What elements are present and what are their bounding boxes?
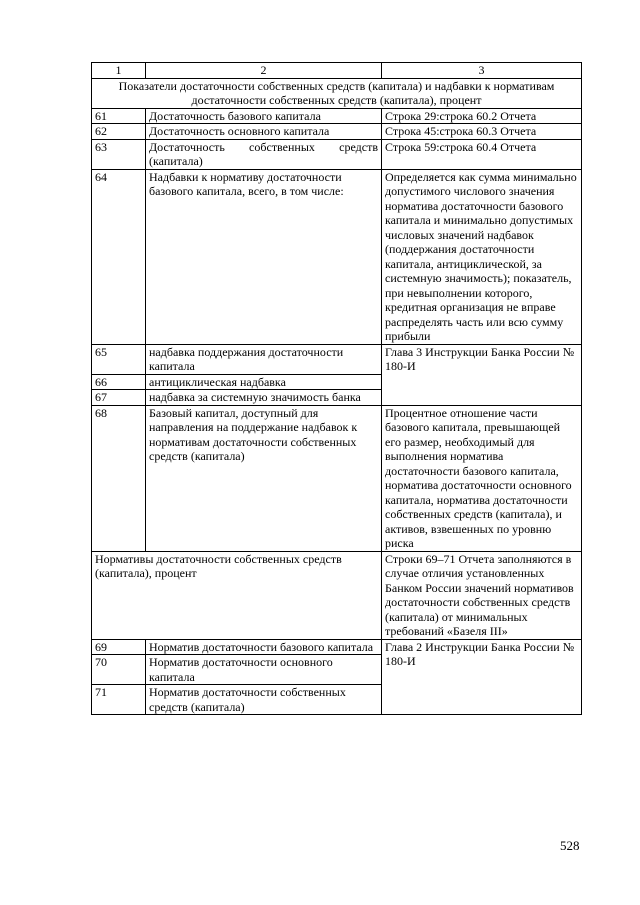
row-note: Глава 3 Инструкции Банка России № 180-И xyxy=(382,344,582,405)
row-note: Процентное отношение части базового капитала, превышающей его размер, необходимый для выполнения норматива достаточности базового капитала, норматива достаточности основного капитала, норматива достаточности собственных средств (капитала), и активов, взвешенных по уровню риска xyxy=(382,405,582,551)
data-table xyxy=(91,62,582,715)
row-number: 66 xyxy=(92,374,146,390)
header-cell-2: 2 xyxy=(146,63,382,79)
row-number: 65 xyxy=(92,344,146,374)
section-title: Показатели достаточности собственных средств (капитала) и надбавки к нормативам достаточности собственных средств (капитала), процент xyxy=(92,78,582,108)
row-number: 70 xyxy=(92,655,146,685)
row-name: антициклическая надбавка xyxy=(146,374,382,390)
section-row xyxy=(92,551,582,639)
row-name: Достаточность базового капитала xyxy=(146,108,382,124)
row-number: 61 xyxy=(92,108,146,124)
table-row xyxy=(92,139,582,169)
section-note: Строки 69–71 Отчета заполняются в случае отличия установленных Банком России значений нормативов достаточности собственных средств (капитала) от минимальных требований «Базеля III» xyxy=(382,551,582,639)
row-note: Определяется как сумма минимально допустимого числового значения норматива достаточности базового капитала и минимально допустимых числовых значений надбавок (поддержания достаточности капитала, антициклической, за системную значимость); показатель, при невыполнении которого, кредитная организация не вправе распределять часть или всю сумму прибыли xyxy=(382,169,582,344)
row-number: 67 xyxy=(92,390,146,406)
row-note: Строка 59:строка 60.4 Отчета xyxy=(382,139,582,169)
row-number: 69 xyxy=(92,639,146,655)
header-row xyxy=(92,63,582,79)
row-number: 62 xyxy=(92,124,146,140)
row-name: Норматив достаточности базового капитала xyxy=(146,639,382,655)
row-name: Достаточность собственных средств (капитала) xyxy=(146,139,382,169)
row-number: 68 xyxy=(92,405,146,551)
row-note: Глава 2 Инструкции Банка России № 180-И xyxy=(382,639,582,715)
header-cell-1: 1 xyxy=(92,63,146,79)
table-row xyxy=(92,124,582,140)
row-note: Строка 45:строка 60.3 Отчета xyxy=(382,124,582,140)
row-number: 71 xyxy=(92,685,146,715)
row-name: Норматив достаточности собственных средств (капитала) xyxy=(146,685,382,715)
page-number: 528 xyxy=(560,838,580,853)
header-cell-3: 3 xyxy=(382,63,582,79)
section-row xyxy=(92,78,582,108)
table-row xyxy=(92,405,582,551)
section-title: Нормативы достаточности собственных средств (капитала), процент xyxy=(92,551,382,639)
table-row xyxy=(92,344,582,374)
row-name: Базовый капитал, доступный для направления на поддержание надбавок к нормативам достаточности собственных средств (капитала) xyxy=(146,405,382,551)
row-name: надбавка за системную значимость банка xyxy=(146,390,382,406)
row-name: Норматив достаточности основного капитала xyxy=(146,655,382,685)
row-name: Достаточность основного капитала xyxy=(146,124,382,140)
row-note: Строка 29:строка 60.2 Отчета xyxy=(382,108,582,124)
row-name: Надбавки к нормативу достаточности базового капитала, всего, в том числе: xyxy=(146,169,382,344)
table-row xyxy=(92,108,582,124)
row-number: 63 xyxy=(92,139,146,169)
table-row xyxy=(92,169,582,344)
row-name: надбавка поддержания достаточности капитала xyxy=(146,344,382,374)
row-number: 64 xyxy=(92,169,146,344)
table-row xyxy=(92,639,582,655)
